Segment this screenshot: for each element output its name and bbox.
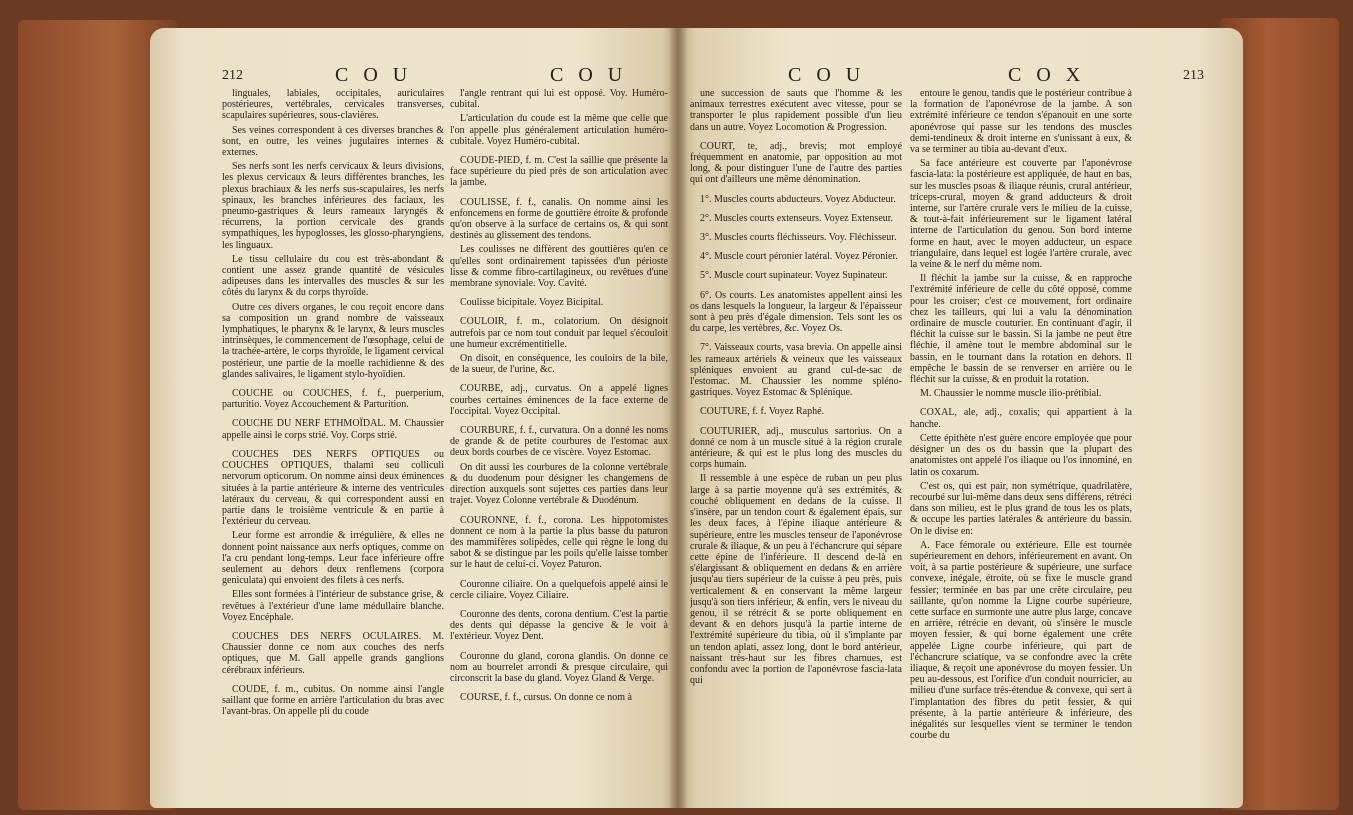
paragraph: 5°. Muscle court supinateur. Voyez Supinateur. — [700, 270, 888, 282]
running-head-right-col2: C O X — [1008, 64, 1086, 86]
right-page-column-1 — [690, 88, 902, 790]
paragraph: On dit aussi les courbures de la colonne vertébrale & du duodenum pour désigner les changemens de direction auxquels sont sujettes ces parties dans leur trajet. Voyez Colonne vertébrale & Duodénum. — [450, 461, 668, 507]
paragraph: COUTURE, f. f. Voyez Raphé. — [700, 406, 825, 418]
paragraph: L'articulation du coude est la même que celle que l'on appelle plus généralement articulation huméro-cubitale. Voyez Huméro-cubital. — [450, 113, 668, 147]
paragraph: 2°. Muscles courts extenseurs. Voyez Extenseur. — [700, 212, 894, 224]
paragraph: A. Face fémorale ou extérieure. Elle est tournée supérieurement en dehors, inférieurement en avant. On voit, à sa partie postérieure & supérieure, une surface convexe, inégale, étroite, où se fixe le muscle grand fessier; terminée en bas par une crête circulaire, peu saillante, qu'on nomme la Ligne courbe supérieure, cette surface en surmonte une autre plus large, concave en arrière, rétrécie en devant, où s'insère le muscle moyen fessier, & qui borne également une crête appelée Ligne courbe inférieure, qui part de l'échancrure sciatique, va se confondre avec la crête iliaque, & reçoit une aponévrose du moyen fessier. Un peu au-dessous, est l'orifice d'un conduit nourricier, au milieu d'une surface très-étendue & convexe, qui sert à l'implantation des fibres du petit fessier, & qui présente, à la partie antérieure & inférieure, des inégalités sur lesquelles vient se terminer le tendon courbe du — [910, 539, 1132, 742]
paragraph: Sa face antérieure est couverte par l'aponévrose fascia-lata: la postérieure est appliquée, de haut en bas, sur les muscles psoas & iliaque réunis, crural antérieur, triceps-crural, moyen & grand adducteurs & droit interne, sur l'artère crurale vers le milieu de la cuisse, & tout-à-fait inférieurement sur le ligament latéral interne de l'articulation du genou. Son bord interne forme en haut, avec le moyen adducteur, un espace triangulaire, dans lequel est logée l'artère crurale, avec la veine & le nerf du même nom. — [910, 158, 1132, 271]
left-page-column-2 — [450, 88, 668, 790]
paragraph: Les coulisses ne diffèrent des gouttières qu'en ce qu'elles sont ordinairement tapissées d'un périoste lisse & comme fibro-cartilagineux, ou revêtues d'une membrane synoviale. Voy. Cavité. — [450, 244, 668, 290]
paragraph: COUCHE DU NERF ETHMOÏDAL. M. Chaussier appelle ainsi le corps strié. Voy. Corps strié. — [222, 418, 444, 441]
book-gutter — [668, 28, 688, 808]
paragraph: C'est os, qui est pair, non symétrique, quadrilatère, recourbé sur lui-même dans deux sens différens, rétréci dans son milieu, est le plus grand de tous les os plats, & occupe les parties latérales & antérieure du bassin. On le divise en: — [910, 480, 1132, 537]
running-head-left-col1: C O U — [335, 64, 413, 86]
paragraph: COUCHES DES NERFS OCULAIRES. M. Chaussier donne ce nom aux couches des nerfs optiques, que M. Gall appelle grands ganglions cérébraux inférieurs. — [222, 630, 444, 676]
paragraph: COUCHES DES NERFS OPTIQUES ou COUCHES OPTIQUES, thalami seu colliculi nervorum opticorum. On nomme ainsi deux éminences situées à la partie antérieure & interne des ventricules latéraux du cerveau, & qui correspondent aussi en partie dans le troisième ventricule & en partie à l'extérieur du cerveau. — [222, 448, 444, 528]
paragraph: COURSE, f. f., cursus. On donne ce nom à — [460, 692, 632, 704]
paragraph: Ses veines correspondent à ces diverses branches & sont, en outre, les veines jugulaires internes & externes. — [222, 124, 444, 159]
paragraph: Elles sont formées à l'intérieur de substance grise, & revêtues à l'extérieur d'une lame médullaire blanche. Voyez Encéphale. — [222, 589, 444, 623]
paragraph: Coulisse bicipitale. Voyez Bicipital. — [460, 297, 604, 309]
paragraph: 3°. Muscles courts fléchisseurs. Voy. Fléchisseur. — [700, 232, 897, 244]
paragraph: 4°. Muscle court péronier latéral. Voyez Péronier. — [700, 251, 898, 263]
paragraph: une succession de sauts que l'homme & les animaux terrestres exécutent avec vitesse, pour se transporter le plus rapidement possible d'un lieu dans un autre. Voyez Locomotion & Progression. — [690, 88, 902, 133]
paragraph: 7°. Vaisseaux courts, vasa brevia. On appelle ainsi les rameaux artériels & veineux que les vaisseaux spléniques envoient au grand cul-de-sac de l'estomac. M. Chaussier les nomme spléno-gastriques. Voyez Estomac & Splénique. — [690, 342, 902, 399]
paragraph: l'angle rentrant qui lui est opposé. Voy. Huméro-cubital. — [450, 88, 668, 111]
right-page-column-2 — [910, 88, 1132, 790]
left-page — [150, 28, 678, 808]
paragraph: COUCHE ou COUCHES, f. f., puerperium, parturitio. Voyez Accouchement & Parturition. — [222, 388, 444, 411]
paragraph: COURBE, adj., curvatus. On a appelé lignes courbes certaines éminences de la face externe de l'occipital. Voyez Occipital. — [450, 383, 668, 417]
paragraph: entoure le genou, tandis que le postérieur contribue à la formation de l'aponévrose de la jambe. A son extrémité inférieure ce tendon s'épanouit en une sorte aponévrose qui passe sur les tendons des muscles demi-tendineux & droit interne en s'unissant à eux, & va se terminer au tibia au-devant d'eux. — [910, 88, 1132, 156]
paragraph: Couronne du gland, corona glandis. On donne ce nom au bourrelet arrondi & presque circulaire, qui circonscrit la base du gland. Voyez Gland & Verge. — [450, 650, 668, 684]
paragraph: M. Chaussier le nomme muscle ilio-prétibial. — [920, 388, 1102, 400]
paragraph: COXAL, ale, adj., coxalis; qui appartient à la hanche. — [910, 407, 1132, 430]
paragraph: COULOIR, f. m., colatorium. On désignoit autrefois par ce nom tout conduit par lequel s'écouloit une humeur excrémentitielle. — [450, 316, 668, 350]
paragraph: On disoit, en conséquence, les couloirs de la bile, de la sueur, de l'urine, &c. — [450, 353, 668, 376]
paragraph: COUTURIER, adj., musculus sartorius. On a donné ce nom à un muscle situé à la région crurale antérieure, & qui est le plus long des muscles du corps humain. — [690, 425, 902, 471]
paragraph: COULISSE, f. f., canalis. On nomme ainsi les enfoncemens en forme de gouttière étroite & profonde qu'on observe à la surface de certains os, & qui sont destinés au glissement des tendons. — [450, 196, 668, 242]
paragraph: COURT, te, adj., brevis; mot employé fréquemment en anatomie, par opposition au mot long, & pour distinguer l'une de l'autre des parties qui ont d'ailleurs une même dénomination. — [690, 140, 902, 186]
page-number-left: 212 — [222, 68, 243, 83]
paragraph: 1°. Muscles courts abducteurs. Voyez Abducteur. — [700, 193, 896, 205]
paragraph: Le tissu cellulaire du cou est très-abondant & contient une assez grande quantité de vésicules adipeuses dans les intervalles des muscles & sur les côtés du larynx & du corps thyroïde. — [222, 253, 444, 299]
paragraph: Il ressemble à une espèce de ruban un peu plus large à sa partie moyenne qu'à ses extrémités, & couché obliquement en dedans de la cuisse. Il s'insère, par un tendon court & également épais, sur les deux faces, à l'épine iliaque antérieure & supérieure, entre les muscles tenseur de l'aponévrose crurale & iliaque, & un peu à l'échancrure qui sépare cette épine de l'inférieure. Il descend de-là en s'élargissant & obliquement en dedans & en arrière jusqu'au tiers supérieur de la cuisse à peu près, puis verticalement & en conservant la même largeur jusqu'à son tiers inférieur, & enfin, vers le niveau du genou, il se rétrécit & se porte obliquement en devant & en dehors jusqu'à la partie interne de l'extrémité supérieure du tibia, où il s'implante par un tendon aplati, assez long, dont le bord antérieur, naissant très-haut sur les fibres charnues, est confondu avec la portion de l'aponévrose fascia-lata qui — [690, 473, 902, 687]
paragraph: Ses nerfs sont les nerfs cervicaux & leurs divisions, les plexus cervicaux & leurs différentes branches, les plexus brachiaux & les nerfs sus-scapulaires, les nerfs spinaux, les branches inférieures des faciaux, les pneumo-gastriques & leurs rameaux laryngés & récurrens, la portion cervicale des grands sympathiques, les hypoglosses, les glosso-pharyngiens, les linguaux. — [222, 161, 444, 251]
paragraph: COUDE, f. m., cubitus. On nomme ainsi l'angle saillant que forme en arrière l'articulation du bras avec l'avant-bras. On appelle pli du coude — [222, 683, 444, 718]
paragraph: linguales, labiales, occipitales, auriculaires postérieures, vertébrales, cervicales transverses, scapulaires supérieures, sous-clavières. — [222, 88, 444, 122]
paragraph: Outre ces divers organes, le cou reçoit encore dans sa composition un grand nombre de vaisseaux lymphatiques, le pharynx & le larynx, & leurs muscles intrinsèques, le commencement de l'œsophage, celui de la trachée-artère, le corps thyroïde, le ligament cervical postérieur, une partie de la moelle rachidienne & des glandes salivaires, le ligament stylo-hyoïdien. — [222, 301, 444, 380]
paragraph: Couronne des dents, corona dentium. C'est la partie des dents qui dépasse la gencive & le voit à l'extérieur. Voyez Dent. — [450, 608, 668, 643]
paragraph: COURONNE, f. f., corona. Les hippotomistes donnent ce nom à la partie la plus basse du paturon des mammifères solipèdes, celle qui règne le long du sabot & se distingue par les poils qu'elle laisse tomber sur le haut de celui-ci. Voyez Paturon. — [450, 514, 668, 571]
left-page-column-1 — [222, 88, 444, 790]
paragraph: COURBURE, f. f., curvatura. On a donné les noms de grande & de petite courbures de l'estomac aux deux bords courbes de ce viscère. Voyez Estomac. — [450, 425, 668, 459]
page-number-right: 213 — [1183, 68, 1204, 83]
paragraph: Il fléchit la jambe sur la cuisse, & en rapproche l'extrémité inférieure de celle du côté opposé, comme pour les croiser; c'est ce mouvement, fort ordinaire chez les tailleurs, qui lui a valu la dénomination ordinaire de muscle couturier. En continuant d'agir, il fléchit la cuisse sur le bassin. Si la jambe ne peut être fléchie, il amène tout le membre abdominal sur le bassin, en le tournant dans la rotation en dehors. Il empêche le bassin de se renverser en arrière ou le fléchit sur la cuisse, & en produit la rotation. — [910, 273, 1132, 386]
right-page — [678, 28, 1243, 808]
paragraph: Leur forme est arrondie & irrégulière, & elles ne donnent point naissance aux nerfs optiques, comme on l'a cru pendant long-temps. Leur face inférieure offre seulement au dehors deux renflemens (corpora geniculata) qui envoient des filets à ces nerfs. — [222, 530, 444, 587]
paragraph: COUDE-PIED, f. m. C'est la saillie que présente la face supérieure du pied près de son articulation avec la jambe. — [450, 155, 668, 189]
paragraph: Cette épithète n'est guère encore employée que pour désigner un des os du bassin que la plupart des anatomistes ont appelé l'os iliaque ou l'os innominé, en latin os coxarum. — [910, 432, 1132, 478]
paragraph: 6°. Os courts. Les anatomistes appellent ainsi les os dans lesquels la longueur, la largeur & l'épaisseur sont à peu près d'égale dimension. Tels sont les os du carpe, les vertèbres, &c. Voyez Os. — [690, 289, 902, 335]
running-head-left-col2: C O U — [550, 64, 628, 86]
running-head-right-col1: C O U — [788, 64, 866, 86]
paragraph: Couronne ciliaire. On a quelquefois appelé ainsi le cercle ciliaire. Voyez Ciliaire. — [450, 578, 668, 601]
